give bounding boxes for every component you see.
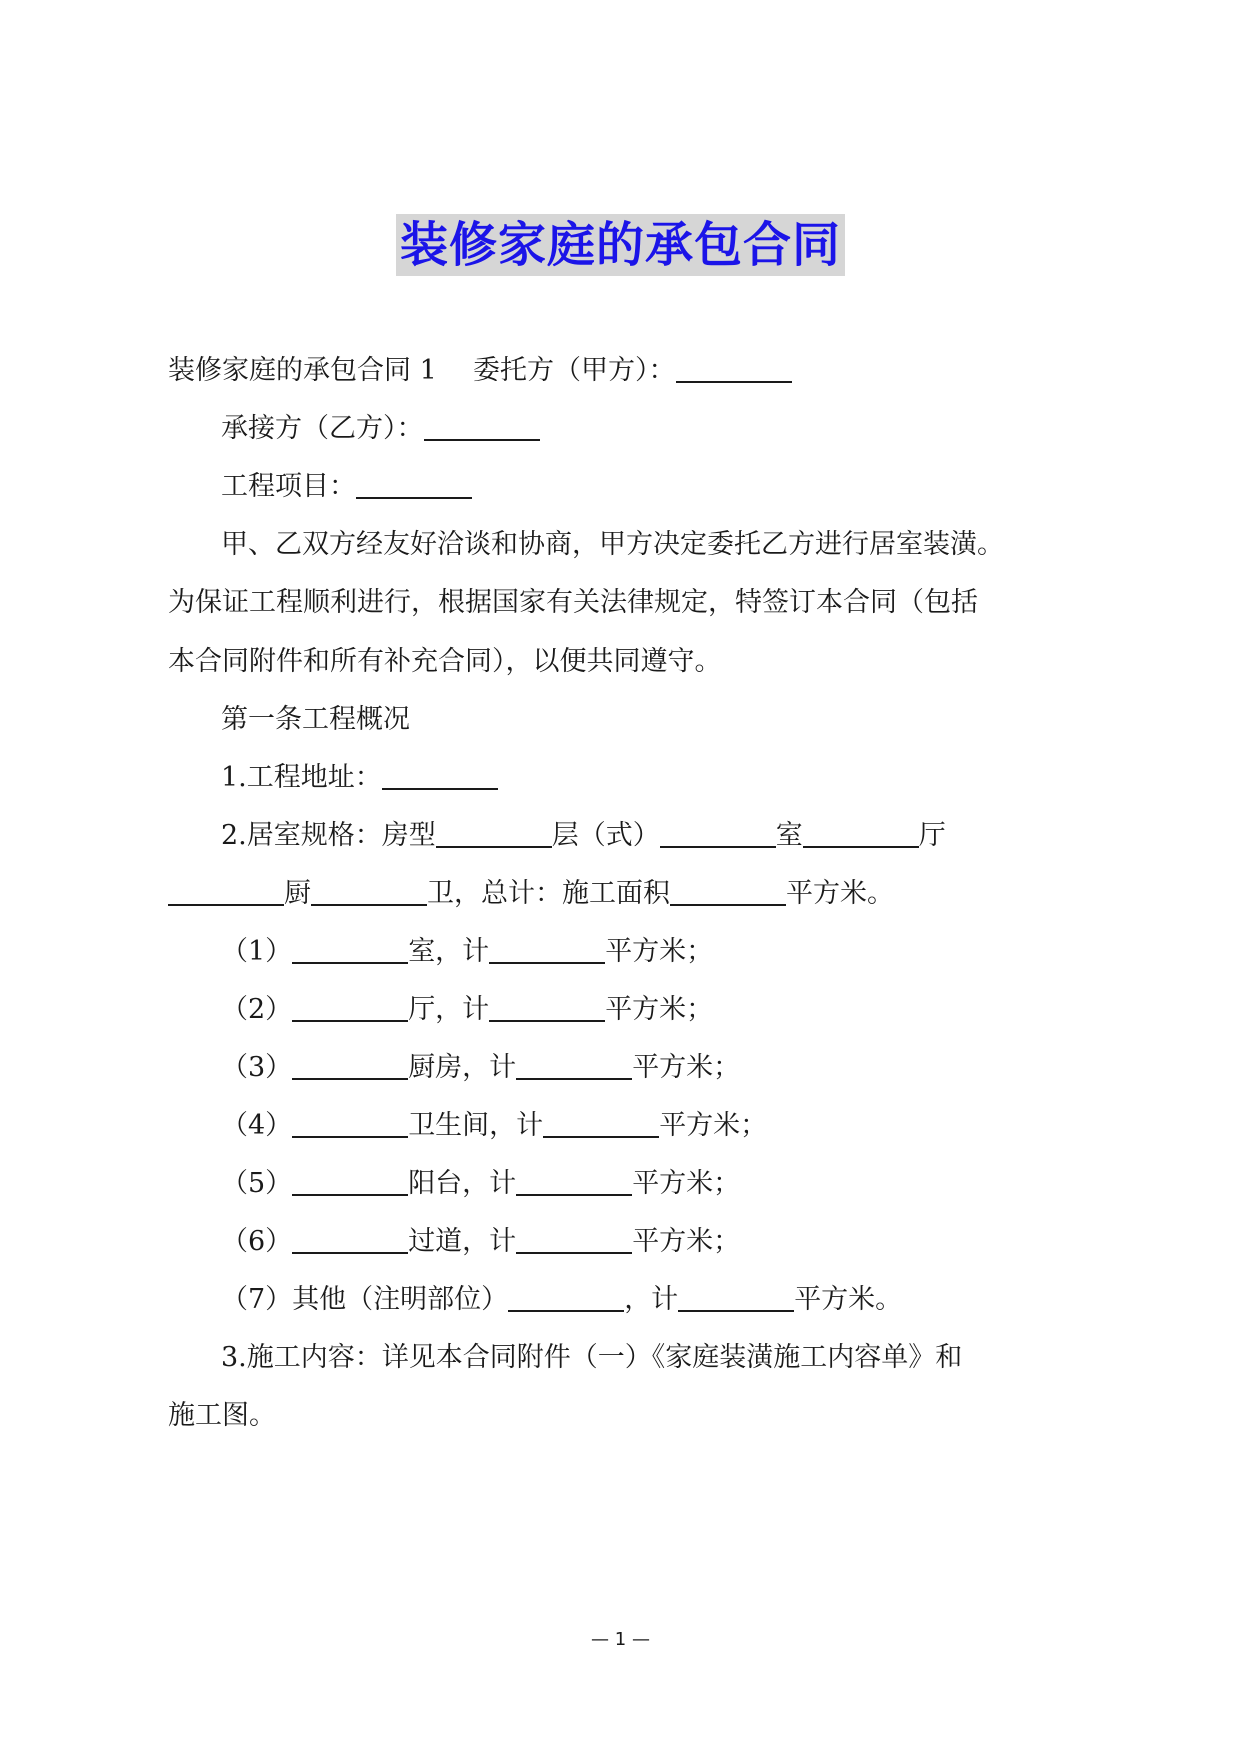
area-name-blank	[292, 935, 408, 964]
page-number: — 1 —	[591, 1629, 650, 1650]
spec-hall: 厅	[918, 820, 946, 851]
project-blank	[356, 470, 472, 499]
area-value-blank	[516, 1225, 632, 1254]
content-text-1: 3.施工内容：详见本合同附件（一）《家庭装潢施工内容单》和	[221, 1342, 963, 1373]
other-value-blank	[678, 1283, 794, 1312]
intro-line-1: 甲、乙双方经友好洽谈和协商，甲方决定委托乙方进行居室装潢。	[221, 529, 1004, 560]
spec-kitchen: 厨	[284, 878, 311, 909]
area-value-blank	[489, 993, 605, 1022]
area-name-blank	[292, 993, 408, 1022]
area-unit: 平方米；	[605, 994, 714, 1025]
area-name-blank	[292, 1167, 408, 1196]
area-name: 厅，计	[408, 994, 490, 1025]
spec-floor: 层（式）	[551, 820, 660, 851]
document-title: 装修家庭的承包合同	[396, 214, 845, 276]
other-location-blank	[508, 1283, 624, 1312]
party-b-label: 承接方（乙方）：	[221, 413, 424, 444]
area-value-blank	[489, 935, 605, 964]
area-name-blank	[292, 1051, 408, 1080]
content-text-2: 施工图。	[168, 1400, 276, 1431]
spec-bath-total: 卫，总计：施工面积	[427, 878, 670, 909]
project-label: 工程项目：	[221, 471, 356, 502]
area-num: （3）	[221, 1052, 293, 1083]
spec-label: 2.居室规格：房型	[221, 820, 436, 851]
intro-line-3: 本合同附件和所有补充合同），以便共同遵守。	[168, 646, 722, 677]
area-value-blank	[516, 1051, 632, 1080]
area-unit: 平方米；	[632, 1052, 741, 1083]
total-area-blank	[670, 877, 786, 906]
party-a-blank	[676, 354, 792, 383]
intro-line-2: 为保证工程顺利进行，根据国家有关法律规定，特签订本合同（包括	[168, 587, 978, 618]
area-name: 过道，计	[408, 1226, 517, 1257]
spec-room: 室	[775, 820, 803, 851]
room-blank	[803, 819, 919, 848]
other-label: （7）其他（注明部位）	[221, 1284, 509, 1315]
other-sep: ，计	[624, 1284, 679, 1315]
house-type-blank	[436, 819, 552, 848]
area-name-blank	[292, 1109, 408, 1138]
title-container	[0, 214, 1241, 276]
area-name: 室，计	[408, 936, 490, 967]
article-1-heading: 第一条工程概况	[221, 704, 410, 735]
address-label: 1.工程地址：	[221, 762, 382, 793]
hall-blank	[168, 877, 284, 906]
area-unit: 平方米；	[659, 1110, 768, 1141]
area-value-blank	[516, 1167, 632, 1196]
area-name: 卫生间，计	[408, 1110, 544, 1141]
party-a-label: 委托方（甲方）：	[473, 353, 792, 389]
area-unit: 平方米；	[605, 936, 714, 967]
other-unit: 平方米。	[794, 1284, 903, 1315]
area-unit: 平方米；	[632, 1226, 741, 1257]
area-num: （4）	[221, 1110, 293, 1141]
area-num: （6）	[221, 1226, 293, 1257]
floor-blank	[660, 819, 776, 848]
area-num: （1）	[221, 936, 293, 967]
area-value-blank	[543, 1109, 659, 1138]
spec-unit: 平方米。	[786, 878, 894, 909]
kitchen-blank	[311, 877, 427, 906]
doc-name: 装修家庭的承包合同 1	[168, 355, 437, 386]
area-name: 阳台，计	[408, 1168, 517, 1199]
area-name: 厨房，计	[408, 1052, 517, 1083]
party-b-blank	[424, 412, 540, 441]
area-num: （2）	[221, 994, 293, 1025]
area-num: （5）	[221, 1168, 293, 1199]
area-name-blank	[292, 1225, 408, 1254]
area-unit: 平方米；	[632, 1168, 741, 1199]
address-blank	[382, 761, 498, 790]
